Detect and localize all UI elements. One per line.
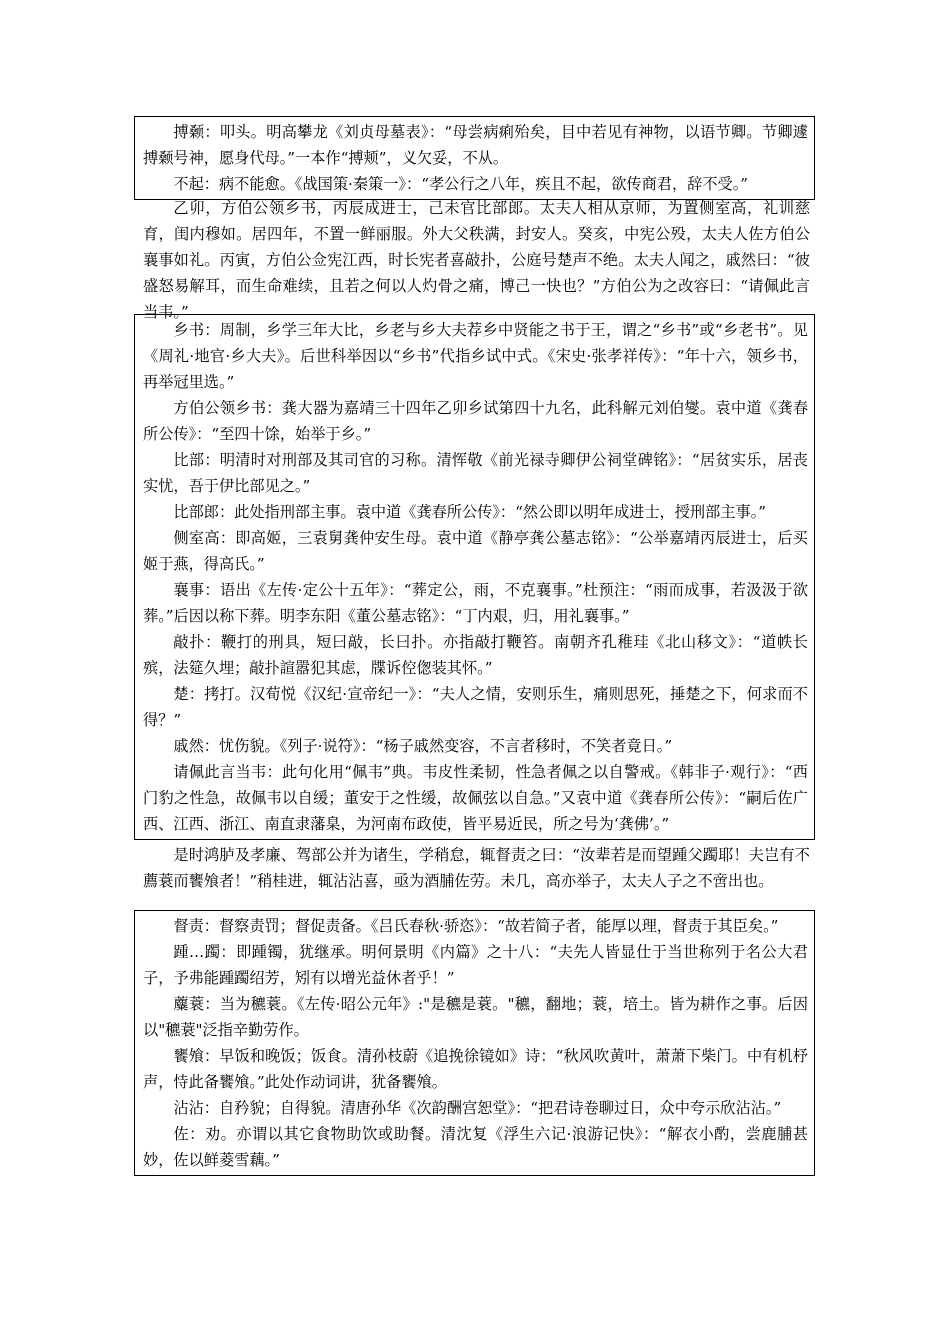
annotation-entry: 戚然：忧伤貌。《列子·说符》：“杨子戚然变容，不言者移时，不笑者竟日。” (173, 737, 673, 755)
annotation-entry: 饔飧：早饭和晚饭；饭食。清孙枝蔚《追挽徐镜如》诗：“秋风吹黄叶，萧萧下柴门。中有机杼声，恃此备饔飧。”此处作动词讲，犹备饔飧。 (143, 1047, 808, 1091)
annotation-box-1 (134, 116, 815, 200)
annotation-entry: 比部郎：此处指刑部主事。袁中道《龚春所公传》：“然公即以明年成进士，授刑部主事。” (173, 503, 767, 521)
main-paragraph-1 (135, 195, 815, 325)
annotation-box-3 (134, 910, 815, 1176)
annotation-entry: 请佩此言当韦：此句化用“佩韦”典。韦皮性柔韧，性急者佩之以自警戒。《韩非子·观行》：“西门豹之性急，故佩韦以自缓；董安于之性缓，故佩弦以自急。”又袁中道《龚春所公传》：“嗣后佐广西、江西、浙江、南直隶藩臬，为河南布政使，皆平易近民，所之号为‘龚佛’。” (143, 763, 808, 833)
annotation-entry: 蘪蓑：当为穮蓑。《左传·昭公元年》:"是穮是蓑。"穮，翻地；蓑，培土。皆为耕作之事。后因以"穮蓑"泛指辛勤劳作。 (143, 995, 808, 1039)
annotation-entry: 踵…躅：即踵镯，犹继承。明何景明《内篇》之十八：“夫先人皆显仕于当世称列于名公大君子，予弗能踵躅绍芳，矧有以增光益休者乎！” (143, 943, 808, 987)
annotation-entry: 督责：督察责罚；督促责备。《吕氏春秋·骄恣》：“故若简子者，能厚以理，督责于其臣矣。” (173, 917, 779, 935)
annotation-entry: 沾沾：自矜貌；自得貌。清唐孙华《次韵酬宫恕堂》：“把君诗卷聊过日，众中夸示欣沾沾。” (173, 1099, 782, 1117)
main-paragraph-2 (135, 842, 815, 894)
annotation-entry: 敲扑：鞭打的刑具，短曰敲，长曰扑。亦指敲打鞭笞。南朝齐孔稚珪《北山移文》：“道帙长殡，法筵久埋；敲扑諠嚣犯其虑，牒诉倥偬装其怀。” (143, 633, 808, 677)
annotation-entry: 比部：明清时对刑部及其司官的习称。清恽敬《前光禄寺卿伊公祠堂碑铭》：“居贫实乐，居丧实忧，吾于伊比部见之。” (143, 451, 808, 495)
paragraph-text: 乙卯，方伯公领乡书，丙辰成进士，己未官比部郎。太夫人相从京师，为置侧室高，礼训慈育，闺内穆如。居四年，不置一鲜丽服。外大父秩满，封安人。癸亥，中宪公殁，太夫人佐方伯公襄事如礼。丙寅，方伯公佥宪江西，时长宪者喜敲扑，公庭号楚声不绝。太夫人闻之，戚然曰：“彼盛怒易解耳，而生命难续，且若之何以人灼骨之痛，博己一快也？”方伯公为之改容曰：“请佩此言当韦。” (143, 199, 810, 321)
annotation-entry: 方伯公领乡书：龚大器为嘉靖三十四年乙卯乡试第四十九名，此科解元刘伯燮。袁中道《龚春所公传》：“至四十馀，始举于乡。” (143, 399, 808, 443)
annotation-box-2 (134, 314, 815, 840)
paragraph-text: 是时鸿胪及孝廉、驾部公并为诸生，学稍怠，辄督责之曰：“汝辈若是而望踵父躅耶！夫岂有不薦蓑而饔飧者！”稍桂进，辄沾沾喜，亟为酒脯佐劳。未几，高亦举子，太夫人子之不啻出也。 (143, 846, 810, 890)
annotation-entry: 襄事：语出《左传·定公十五年》：“葬定公，雨，不克襄事。”杜预注：“雨而成事，若汲汲于欲葬。”后因以称下葬。明李东阳《董公墓志铭》：“丁内艰，归，用礼襄事。” (143, 581, 808, 625)
annotation-entry: 不起：病不能愈。《战国策·秦策一》：“孝公行之八年，疾且不起，欲传商君，辞不受。” (173, 175, 749, 193)
annotation-entry: 乡书：周制，乡学三年大比，乡老与乡大夫荐乡中贤能之书于王，谓之“乡书”或“乡老书”。见《周礼·地官·乡大夫》。后世科举因以“乡书”代指乡试中式。《宋史·张孝祥传》：“年十六，领乡书，再举冠里选。” (143, 321, 808, 391)
annotation-entry: 侧室高：即高姬，三袁舅龚仲安生母。袁中道《静亭龚公墓志铭》：“公举嘉靖丙辰进士，后买姬于燕，得高氏。” (143, 529, 808, 573)
annotation-entry: 佐：劝。亦谓以其它食物助饮或助餐。清沈复《浮生六记·浪游记快》：“解衣小酌，尝鹿脯甚妙，佐以鲜菱雪藕。” (143, 1125, 808, 1169)
annotation-entry: 搏颡：叩头。明高攀龙《刘贞母墓表》：“母尝病痢殆矣，目中若见有神物，以语节卿。节卿遽搏颡号神，愿身代母。”一本作“搏颊”，义欠妥，不从。 (143, 123, 808, 167)
annotation-entry: 楚：拷打。汉荀悦《汉纪·宣帝纪一》：“夫人之情，安则乐生，痛则思死，捶楚之下，何求而不得？” (143, 685, 808, 729)
